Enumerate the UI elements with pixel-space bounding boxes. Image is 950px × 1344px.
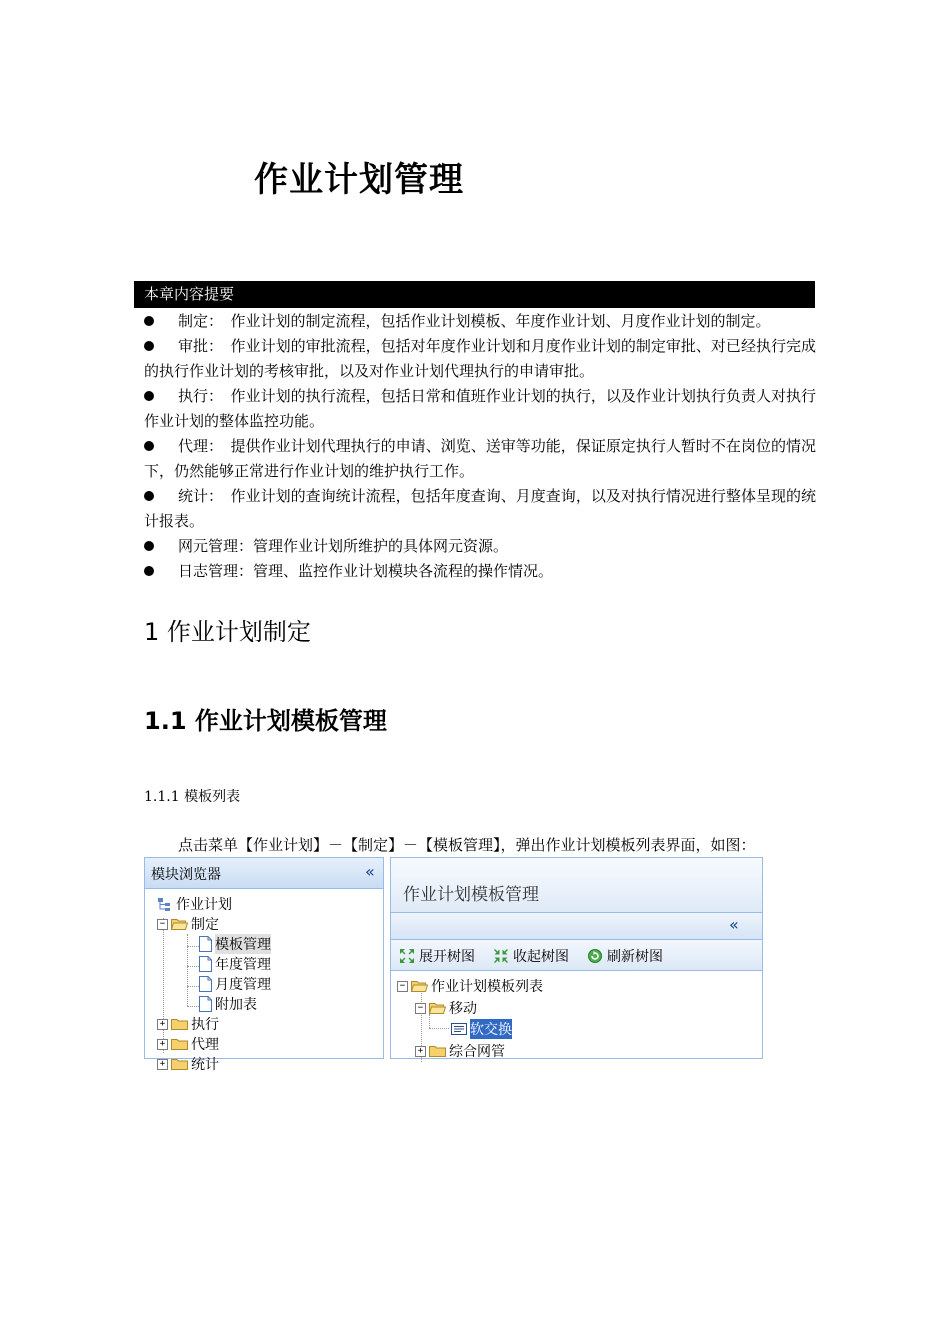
heading-3: 1.1.1 模板列表 — [144, 789, 241, 805]
folder-icon — [429, 1045, 446, 1057]
tree-root-icon — [157, 896, 173, 912]
list-item: 制定： 作业计划的制定流程，包括作业计划模板、年度作业计划、月度作业计划的制定。 — [144, 309, 816, 334]
tree-node-yuedu[interactable] — [199, 974, 271, 994]
expand-tree-label: 展开树图 — [419, 949, 475, 965]
bullet-icon — [144, 441, 154, 451]
tree-node-niandu[interactable] — [199, 954, 271, 974]
list-item: 审批： 作业计划的审批流程，包括对年度作业计划和月度作业计划的制定审批、对已经执行完成的执行作业计划的考核审批，以及对作业计划代理执行的申请审批。 — [144, 337, 816, 380]
folder-icon — [171, 1018, 188, 1030]
list-item-icon — [451, 1021, 467, 1037]
folder-open-icon — [171, 918, 188, 930]
document-icon — [199, 956, 212, 972]
module-browser-title: 模块浏览器 — [151, 867, 221, 883]
collapse-toggle-icon[interactable]: − — [157, 919, 168, 930]
expand-toggle-icon[interactable]: + — [157, 1019, 168, 1030]
heading-1: 1 作业计划制定 — [144, 618, 311, 646]
document-icon — [199, 976, 212, 992]
tree-node-label: 统计 — [191, 1057, 219, 1073]
tree-node-tongji[interactable] — [157, 1054, 219, 1074]
toolbar — [391, 940, 762, 971]
collapse-tree-label: 收起树图 — [513, 949, 569, 965]
folder-icon — [171, 1038, 188, 1050]
panel-title-bar — [391, 858, 762, 913]
refresh-icon — [587, 948, 603, 964]
tree-node-label: 附加表 — [215, 997, 257, 1013]
summary-list — [144, 309, 816, 584]
refresh-tree-label: 刷新树图 — [607, 949, 663, 965]
folder-icon — [171, 1058, 188, 1070]
tree-node-zhixing[interactable] — [157, 1014, 219, 1034]
collapse-tree-button[interactable] — [493, 946, 569, 966]
panel-title: 作业计划模板管理 — [403, 885, 539, 905]
tree-node-daili[interactable] — [157, 1034, 219, 1054]
tree-node-label: 代理 — [191, 1037, 219, 1053]
document-icon — [199, 936, 212, 952]
tree-node-label: 执行 — [191, 1017, 219, 1033]
embedded-screenshot — [144, 857, 763, 1073]
body-paragraph: 点击菜单【作业计划】－【制定】－【模板管理】，弹出作业计划模板列表界面，如图： — [178, 836, 756, 854]
tree-node-template-list[interactable] — [397, 976, 543, 996]
collapse-panel-button[interactable]: « — [365, 862, 375, 881]
list-item: 日志管理：管理、监控作业计划模块各流程的操作情况。 — [144, 559, 816, 584]
tree-node-network[interactable] — [415, 1041, 505, 1061]
tree-node-label: 年度管理 — [215, 957, 271, 973]
collapse-toggle-icon[interactable]: − — [415, 1003, 426, 1014]
module-browser-panel — [144, 857, 384, 1073]
doc-title: 作业计划管理 — [254, 160, 464, 200]
bullet-icon — [144, 391, 154, 401]
module-browser-header — [145, 858, 383, 889]
list-item: 代理： 提供作业计划代理执行的申请、浏览、送审等功能，保证原定执行人暂时不在岗位的情况下，仍然能够正常进行作业计划的维护执行工作。 — [144, 437, 816, 480]
collapse-toggle-icon[interactable]: − — [397, 981, 408, 992]
list-item: 执行： 作业计划的执行流程，包括日常和值班作业计划的执行，以及作业计划执行负责人对执行作业计划的整体监控功能。 — [144, 387, 816, 430]
tree-root-node[interactable] — [157, 894, 232, 914]
tree-root-label: 作业计划 — [176, 897, 232, 913]
template-management-panel — [390, 857, 763, 1059]
collapse-panel-button[interactable]: « — [729, 915, 739, 934]
tree-node-soft-switch[interactable] — [451, 1019, 512, 1039]
tree-node-label: 移动 — [449, 1001, 477, 1017]
bullet-icon — [144, 541, 154, 551]
expand-toggle-icon[interactable]: + — [157, 1039, 168, 1050]
tree-node-label: 月度管理 — [215, 977, 271, 993]
list-item: 统计： 作业计划的查询统计流程，包括年度查询、月度查询，以及对执行情况进行整体呈现的统计报表。 — [144, 487, 816, 530]
expand-tree-button[interactable] — [399, 946, 475, 966]
expand-toggle-icon[interactable]: + — [157, 1059, 168, 1070]
bullet-icon — [144, 341, 154, 351]
tree-node-label: 制定 — [191, 917, 219, 933]
refresh-tree-button[interactable] — [587, 946, 663, 966]
tree-node-label: 软交换 — [470, 1019, 512, 1039]
tree-node-fujia[interactable] — [199, 994, 257, 1014]
bullet-icon — [144, 566, 154, 576]
list-item: 网元管理：管理作业计划所维护的具体网元资源。 — [144, 534, 816, 559]
tree-node-label: 综合网管 — [449, 1044, 505, 1060]
tree-node-label: 模板管理 — [215, 934, 271, 954]
folder-open-icon — [429, 1002, 446, 1014]
tree-node-zhiding[interactable] — [157, 914, 219, 934]
expand-toggle-icon[interactable]: + — [415, 1046, 426, 1057]
tree-node-label: 作业计划模板列表 — [431, 979, 543, 995]
heading-2: 1.1 作业计划模板管理 — [144, 707, 387, 735]
collapse-arrows-icon — [493, 948, 509, 964]
tree-node-mobile[interactable] — [415, 998, 477, 1018]
folder-open-icon — [411, 980, 428, 992]
tree-node-muban[interactable] — [199, 934, 271, 954]
expand-arrows-icon — [399, 948, 415, 964]
summary-header: 本章内容提要 — [134, 281, 815, 308]
bullet-icon — [144, 491, 154, 501]
tree-panel-header — [391, 913, 762, 940]
document-icon — [199, 996, 212, 1012]
bullet-icon — [144, 316, 154, 326]
